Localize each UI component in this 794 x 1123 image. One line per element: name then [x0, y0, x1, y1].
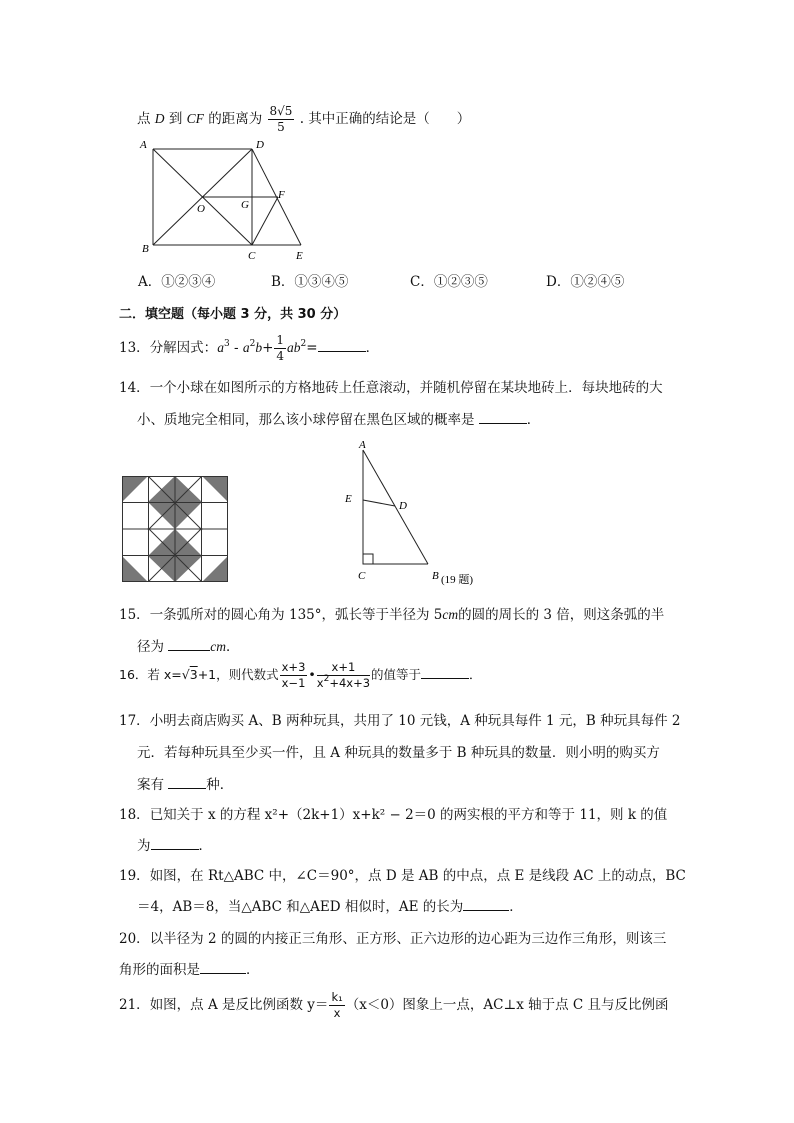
answer-blank[interactable] — [463, 898, 509, 911]
text: . 其中正确的结论是（ ） — [299, 111, 471, 127]
question-text: 为 — [137, 838, 151, 854]
label-C: C — [358, 570, 366, 582]
label-A: A — [359, 439, 366, 451]
question-17-line1 — [119, 709, 681, 729]
question-text: 如图，点 A 是反比例函数 y＝ — [149, 997, 329, 1013]
label-D: D — [399, 500, 407, 512]
question-19-line2: ＝4，AB＝8，当△ABC 和△AED 相似时，AE 的长为 ． — [137, 899, 523, 915]
fraction-denominator: x — [333, 1006, 341, 1020]
fraction-denominator: 5 — [277, 120, 285, 134]
option-value: ①③④⑤ — [294, 274, 349, 290]
label-D: D — [256, 139, 264, 151]
option-value: ①②③⑤ — [433, 274, 488, 290]
unit: cm — [442, 607, 459, 622]
question-14-line1 — [119, 376, 663, 396]
question-text: 已知关于 x 的方程 x²+（2k+1）x+k² − 2＝0 的两实根的平方和等于 11，则 k 的值 — [149, 807, 668, 823]
label-A: A — [140, 139, 147, 151]
answer-blank[interactable] — [168, 638, 210, 651]
question-18-line2: 为 ． — [137, 838, 212, 854]
sqrt-radicand: 3 — [189, 667, 198, 682]
answer-blank[interactable] — [318, 339, 366, 352]
label-B: B — [142, 243, 149, 255]
question-16: 16．若 x=√3+1，则代数式 $\frac{x+3}{x-1}$ • $\frac{x+1}{x^2+4x+3}$ 的值等于 ． — [119, 660, 482, 690]
section-title: 二．填空题（每小题 3 分，共 30 分） — [119, 307, 347, 322]
fraction-numerator: k₁ — [331, 990, 343, 1004]
q12-square-figure — [138, 136, 338, 261]
label-E: E — [296, 250, 303, 261]
question-number: 21． — [119, 997, 150, 1013]
label-B: B — [432, 570, 439, 582]
question-text: 小明去商店购买 A、B 两种玩具，共用了 10 元钱，A 种玩具每件 1 元，B 种玩具每件 2 — [149, 713, 681, 729]
question-text: 若 x= — [147, 667, 182, 682]
text: 的距离为 — [208, 111, 263, 127]
triangle-abc-figure — [340, 436, 490, 588]
question-number: 18． — [119, 807, 150, 823]
question-14-line2: 小、质地完全相同，那么该小球停留在黑色区域的概率是 ． — [137, 412, 541, 428]
question-number: 13． — [119, 340, 150, 356]
distance-fraction — [268, 104, 295, 135]
option-letter: D． — [546, 274, 571, 290]
question-text: 一条弧所对的圆心角为 135°，弧长等于半径为 5 — [149, 607, 443, 623]
question-21 — [119, 990, 669, 1021]
fraction-1 — [280, 660, 308, 691]
question-number: 17． — [119, 713, 150, 729]
question-text: ． — [226, 639, 240, 655]
answer-blank[interactable] — [421, 666, 469, 679]
option-value: ①②④⑤ — [570, 274, 625, 290]
q12-tail-line — [137, 104, 470, 135]
sqrt-symbol: √ — [181, 667, 190, 682]
quarter-fraction: $\frac{1}{4}$ — [276, 333, 285, 363]
fraction-denominator: x−1 — [281, 676, 306, 690]
question-number: 19． — [119, 868, 150, 884]
text: 到 — [168, 111, 183, 127]
question-13: 13．分解因式：$a^3 - a^2b+$ $\frac{1}{4}$ $ab^2=$ ． — [119, 333, 380, 363]
option-b[interactable] — [271, 270, 348, 290]
question-number: 15． — [119, 607, 150, 623]
segment-label: CF — [186, 111, 204, 126]
question-18-line1 — [119, 803, 667, 823]
question-text: 种． — [206, 777, 234, 793]
question-15-line1 — [119, 603, 664, 623]
question-text: 径为 — [137, 639, 164, 655]
option-letter: A． — [138, 274, 162, 290]
label-C: C — [248, 250, 256, 261]
question-text: 的圆的周长的 3 倍，则这条弧的半 — [458, 607, 665, 623]
option-c[interactable] — [410, 270, 488, 290]
label-O: O — [197, 203, 205, 215]
question-19-line1 — [119, 864, 686, 884]
question-text: 的值等于 — [371, 667, 422, 682]
question-15-line2 — [137, 635, 240, 655]
question-text: 元．若每种玩具至少买一件，且 A 种玩具的数量多于 B 种玩具的数量．则小明的购买方 — [137, 745, 660, 761]
fraction-numerator: 8√5 — [269, 104, 293, 118]
question-text: 分解因式： — [149, 340, 218, 356]
fraction-numerator: x+3 — [281, 660, 306, 674]
figure-caption: (19 题) — [441, 574, 474, 586]
label-G: G — [241, 199, 249, 211]
label-E: E — [345, 493, 352, 505]
option-value: ①②③④ — [161, 274, 216, 290]
question-text: ＝4，AB＝8，当△ABC 和△AED 相似时，AE 的长为 — [137, 899, 464, 915]
question-text: 如图，在 Rt△ABC 中，∠C＝90°，点 D 是 AB 的中点，点 E 是线段 AC 上的动点，BC — [149, 868, 686, 884]
answer-blank[interactable] — [168, 776, 206, 789]
answer-blank[interactable] — [151, 837, 199, 850]
tile-floor-figure — [122, 476, 228, 582]
unit: cm — [210, 639, 227, 654]
text: 点 — [137, 111, 151, 127]
question-20-line1 — [119, 927, 666, 947]
k-over-x-fraction — [329, 990, 344, 1021]
point-label: D — [154, 111, 165, 126]
question-text: +1，则代数式 — [197, 667, 279, 682]
option-letter: B． — [271, 274, 295, 290]
question-text: 小、质地完全相同，那么该小球停留在黑色区域的概率是 — [137, 412, 475, 428]
question-number: 14． — [119, 380, 150, 396]
question-text: 以半径为 2 的圆的内接正三角形、正方形、正六边形的边心距为三边作三角形，则该三 — [149, 931, 667, 947]
question-20-line2: 角形的面积是 ． — [119, 962, 260, 978]
question-text: 角形的面积是 — [119, 962, 200, 978]
question-17-line2 — [137, 741, 660, 761]
fraction-numerator: x+1 — [317, 660, 370, 676]
question-text: 案有 — [137, 777, 164, 793]
multiply-dot: • — [308, 667, 316, 682]
question-number: 16． — [119, 667, 148, 682]
option-a[interactable] — [138, 270, 215, 290]
question-text: 一个小球在如图所示的方格地砖上任意滚动，并随机停留在某块地砖上．每块地砖的大 — [149, 380, 663, 396]
option-d[interactable] — [546, 270, 624, 290]
fraction-2 — [317, 660, 370, 691]
question-17-line3 — [137, 773, 233, 793]
question-text: （x＜0）图象上一点，AC⊥x 轴于点 C 且与反比例函 — [345, 997, 669, 1013]
option-letter: C． — [410, 274, 434, 290]
answer-blank[interactable] — [200, 961, 246, 974]
answer-blank[interactable] — [479, 411, 527, 424]
fraction-denominator: $x^2+4x+3$ — [316, 674, 371, 690]
question-number: 20． — [119, 931, 150, 947]
label-F: F — [278, 189, 285, 201]
